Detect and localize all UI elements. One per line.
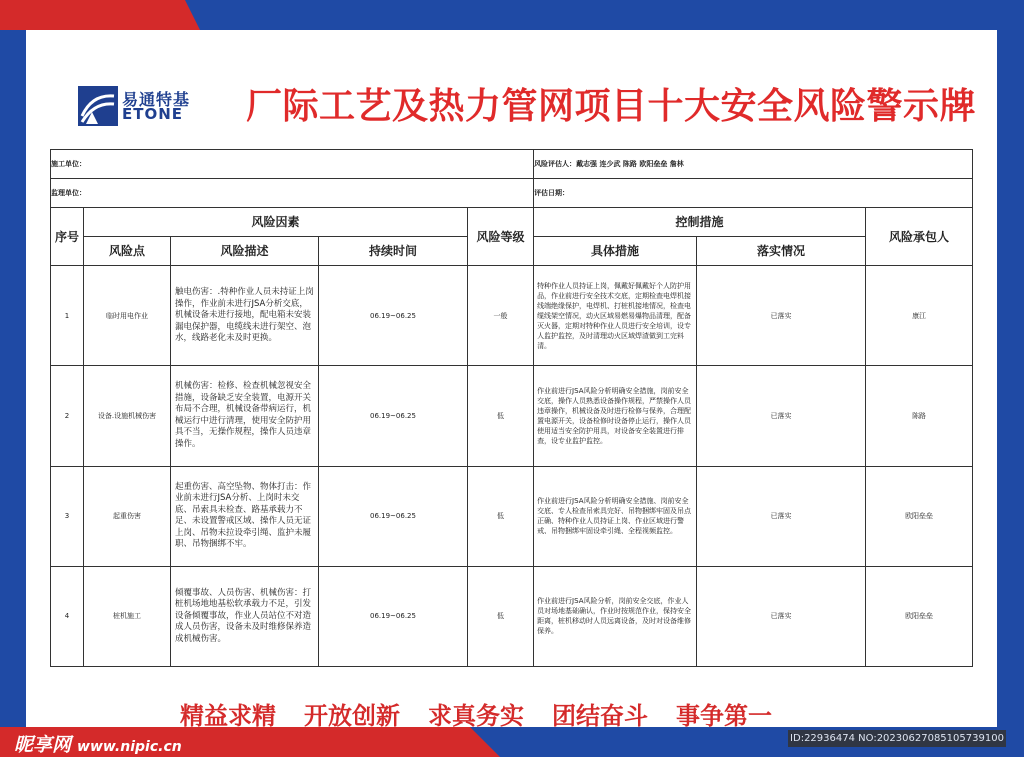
header-risk-desc: 风险描述	[171, 237, 319, 266]
etone-logo	[78, 86, 218, 126]
row-measures: 作业前进行JSA风险分析明确安全措施、岗前安全交底、专人检查吊索具完好、吊物捆绑牢固及吊点正确、特种作业人员持证上岗、作业区域进行警戒、吊物捆绑牢固设牵引绳、全程视频监控。	[534, 466, 697, 566]
row-implementation: 已落实	[697, 266, 866, 366]
slogan-item: 开放创新	[304, 701, 400, 730]
etone-logo-mark-icon	[78, 86, 118, 126]
assessor-value: 戴志强 连少武 陈路 欧阳垒垒 詹林	[576, 159, 684, 168]
header-row-1	[51, 208, 973, 237]
slogan-item: 求真务实	[428, 701, 524, 730]
row-risk-level: 低	[468, 566, 534, 666]
header-risk-level: 风险等级	[468, 208, 534, 266]
assessor-cell	[534, 150, 973, 179]
logo-name-en: ETONE	[122, 105, 184, 123]
row-duration: 06.19~06.25	[319, 466, 468, 566]
row-duration: 06.19~06.25	[319, 266, 468, 366]
row-contractor: 康江	[866, 266, 973, 366]
row-risk-level: 低	[468, 366, 534, 466]
row-risk-desc: 触电伤害：.特种作业人员未持证上岗操作，作业前未进行JSA分析交底，机械设备未进行接地，配电箱未安装漏电保护器，电缆线未进行架空、泡水，线路老化未及时更换。	[171, 266, 319, 366]
row-implementation: 已落实	[697, 566, 866, 666]
slogan-item: 团结奋斗	[552, 701, 648, 730]
header-controls: 控制措施	[534, 208, 866, 237]
row-risk-point: 设备.设施机械伤害	[84, 366, 171, 466]
row-risk-desc: 倾覆事故、人员伤害、机械伤害：打桩机场地地基松软承载力不足，引发设备倾覆事故，作业人员站位不对造成人员伤害，设备未及时维修保养造成机械伤害。	[171, 566, 319, 666]
header-contractor: 风险承包人	[866, 208, 973, 266]
construction-unit-cell	[51, 150, 534, 179]
row-measures: 作业前进行JSA风险分析，岗前安全交底，作业人员对场地基础确认，作业时按规范作业，保持安全距离，桩机移动时人员远离设备，及时对设备维修保养。	[534, 566, 697, 666]
row-risk-desc: 机械伤害：检修、检查机械忽视安全措施，设备缺乏安全装置，电源开关布局不合理，机械设备带病运行，机械运行中进行清理，使用安全防护用具不当，无操作规程，操作人员违章操作。	[171, 366, 319, 466]
assess-date-cell	[534, 179, 973, 208]
row-seq: 1	[51, 266, 84, 366]
supervision-unit-label: 监理单位：	[51, 188, 86, 197]
info-row-1	[51, 150, 973, 179]
row-duration: 06.19~06.25	[319, 366, 468, 466]
table-row	[51, 266, 973, 366]
row-risk-point: 桩机施工	[84, 566, 171, 666]
row-risk-point: 临时用电作业	[84, 266, 171, 366]
row-seq: 4	[51, 566, 84, 666]
row-contractor: 欧阳垒垒	[866, 466, 973, 566]
row-implementation: 已落实	[697, 366, 866, 466]
row-measures: 特种作业人员持证上岗，佩戴好佩戴好个人防护用品，作业前进行安全技术交底，定期检查电焊机接线端绝缘保护，电焊机、打桩机接地情况，检查电缆线架空情况，动火区域易燃易爆物品清理，配备灭火器，定期对特种作业人员进行安全培训，设专人监护监控，及时清理动火区域焊渣做到工完料清。	[534, 266, 697, 366]
slogan-item: 事争第一	[676, 701, 772, 730]
supervision-unit-cell	[51, 179, 534, 208]
header-measures: 具体措施	[534, 237, 697, 266]
construction-unit-label: 施工单位：	[51, 159, 86, 168]
watermark-site-name: 昵享网	[14, 734, 72, 756]
row-contractor: 陈路	[866, 366, 973, 466]
table-row	[51, 366, 973, 466]
row-risk-point: 起重伤害	[84, 466, 171, 566]
row-seq: 3	[51, 466, 84, 566]
row-measures: 作业前进行JSA风险分析明确安全措施，岗前安全交底，操作人员熟悉设备操作规程，严禁操作人员违章操作，机械设备及时进行检修与保养，合理配置电源开关，设备检修时设备停止运行，操作人员使用适当安全防护用具，对设备安全装置进行排查，设专业监护监控。	[534, 366, 697, 466]
header-risk-factors: 风险因素	[84, 208, 468, 237]
watermark-url: www.nipic.cn	[77, 739, 182, 755]
row-duration: 06.19~06.25	[319, 566, 468, 666]
page-title: 厂际工艺及热力管网项目十大安全风险警示牌	[246, 86, 977, 127]
logo-name-cn: 易通特基	[122, 90, 191, 109]
header-seq: 序号	[51, 208, 84, 266]
table-row	[51, 566, 973, 666]
info-row-2	[51, 179, 973, 208]
assessor-label: 风险评估人：	[534, 159, 577, 168]
row-risk-level: 低	[468, 466, 534, 566]
row-contractor: 欧阳垒垒	[866, 566, 973, 666]
risk-table	[50, 149, 973, 667]
header-duration: 持续时间	[319, 237, 468, 266]
assess-date-label: 评估日期：	[534, 188, 570, 197]
slogan-item: 精益求精	[180, 701, 276, 730]
nipic-watermark	[14, 730, 182, 757]
header-risk-point: 风险点	[84, 237, 171, 266]
row-risk-level: 一般	[468, 266, 534, 366]
header-implementation: 落实情况	[697, 237, 866, 266]
slogan-bar	[180, 696, 772, 731]
row-seq: 2	[51, 366, 84, 466]
table-row	[51, 466, 973, 566]
row-risk-desc: 起重伤害、高空坠物、物体打击：作业前未进行JSA分析、上岗时未交底、吊索具未检查、路基承载力不足、未设置警戒区域、操作人员无证上岗、吊物未拉设牵引绳、监护未履职、吊物捆绑不牢。	[171, 466, 319, 566]
row-implementation: 已落实	[697, 466, 866, 566]
image-id-badge: ID:22936474 NO:20230627085105739100	[788, 730, 1006, 747]
